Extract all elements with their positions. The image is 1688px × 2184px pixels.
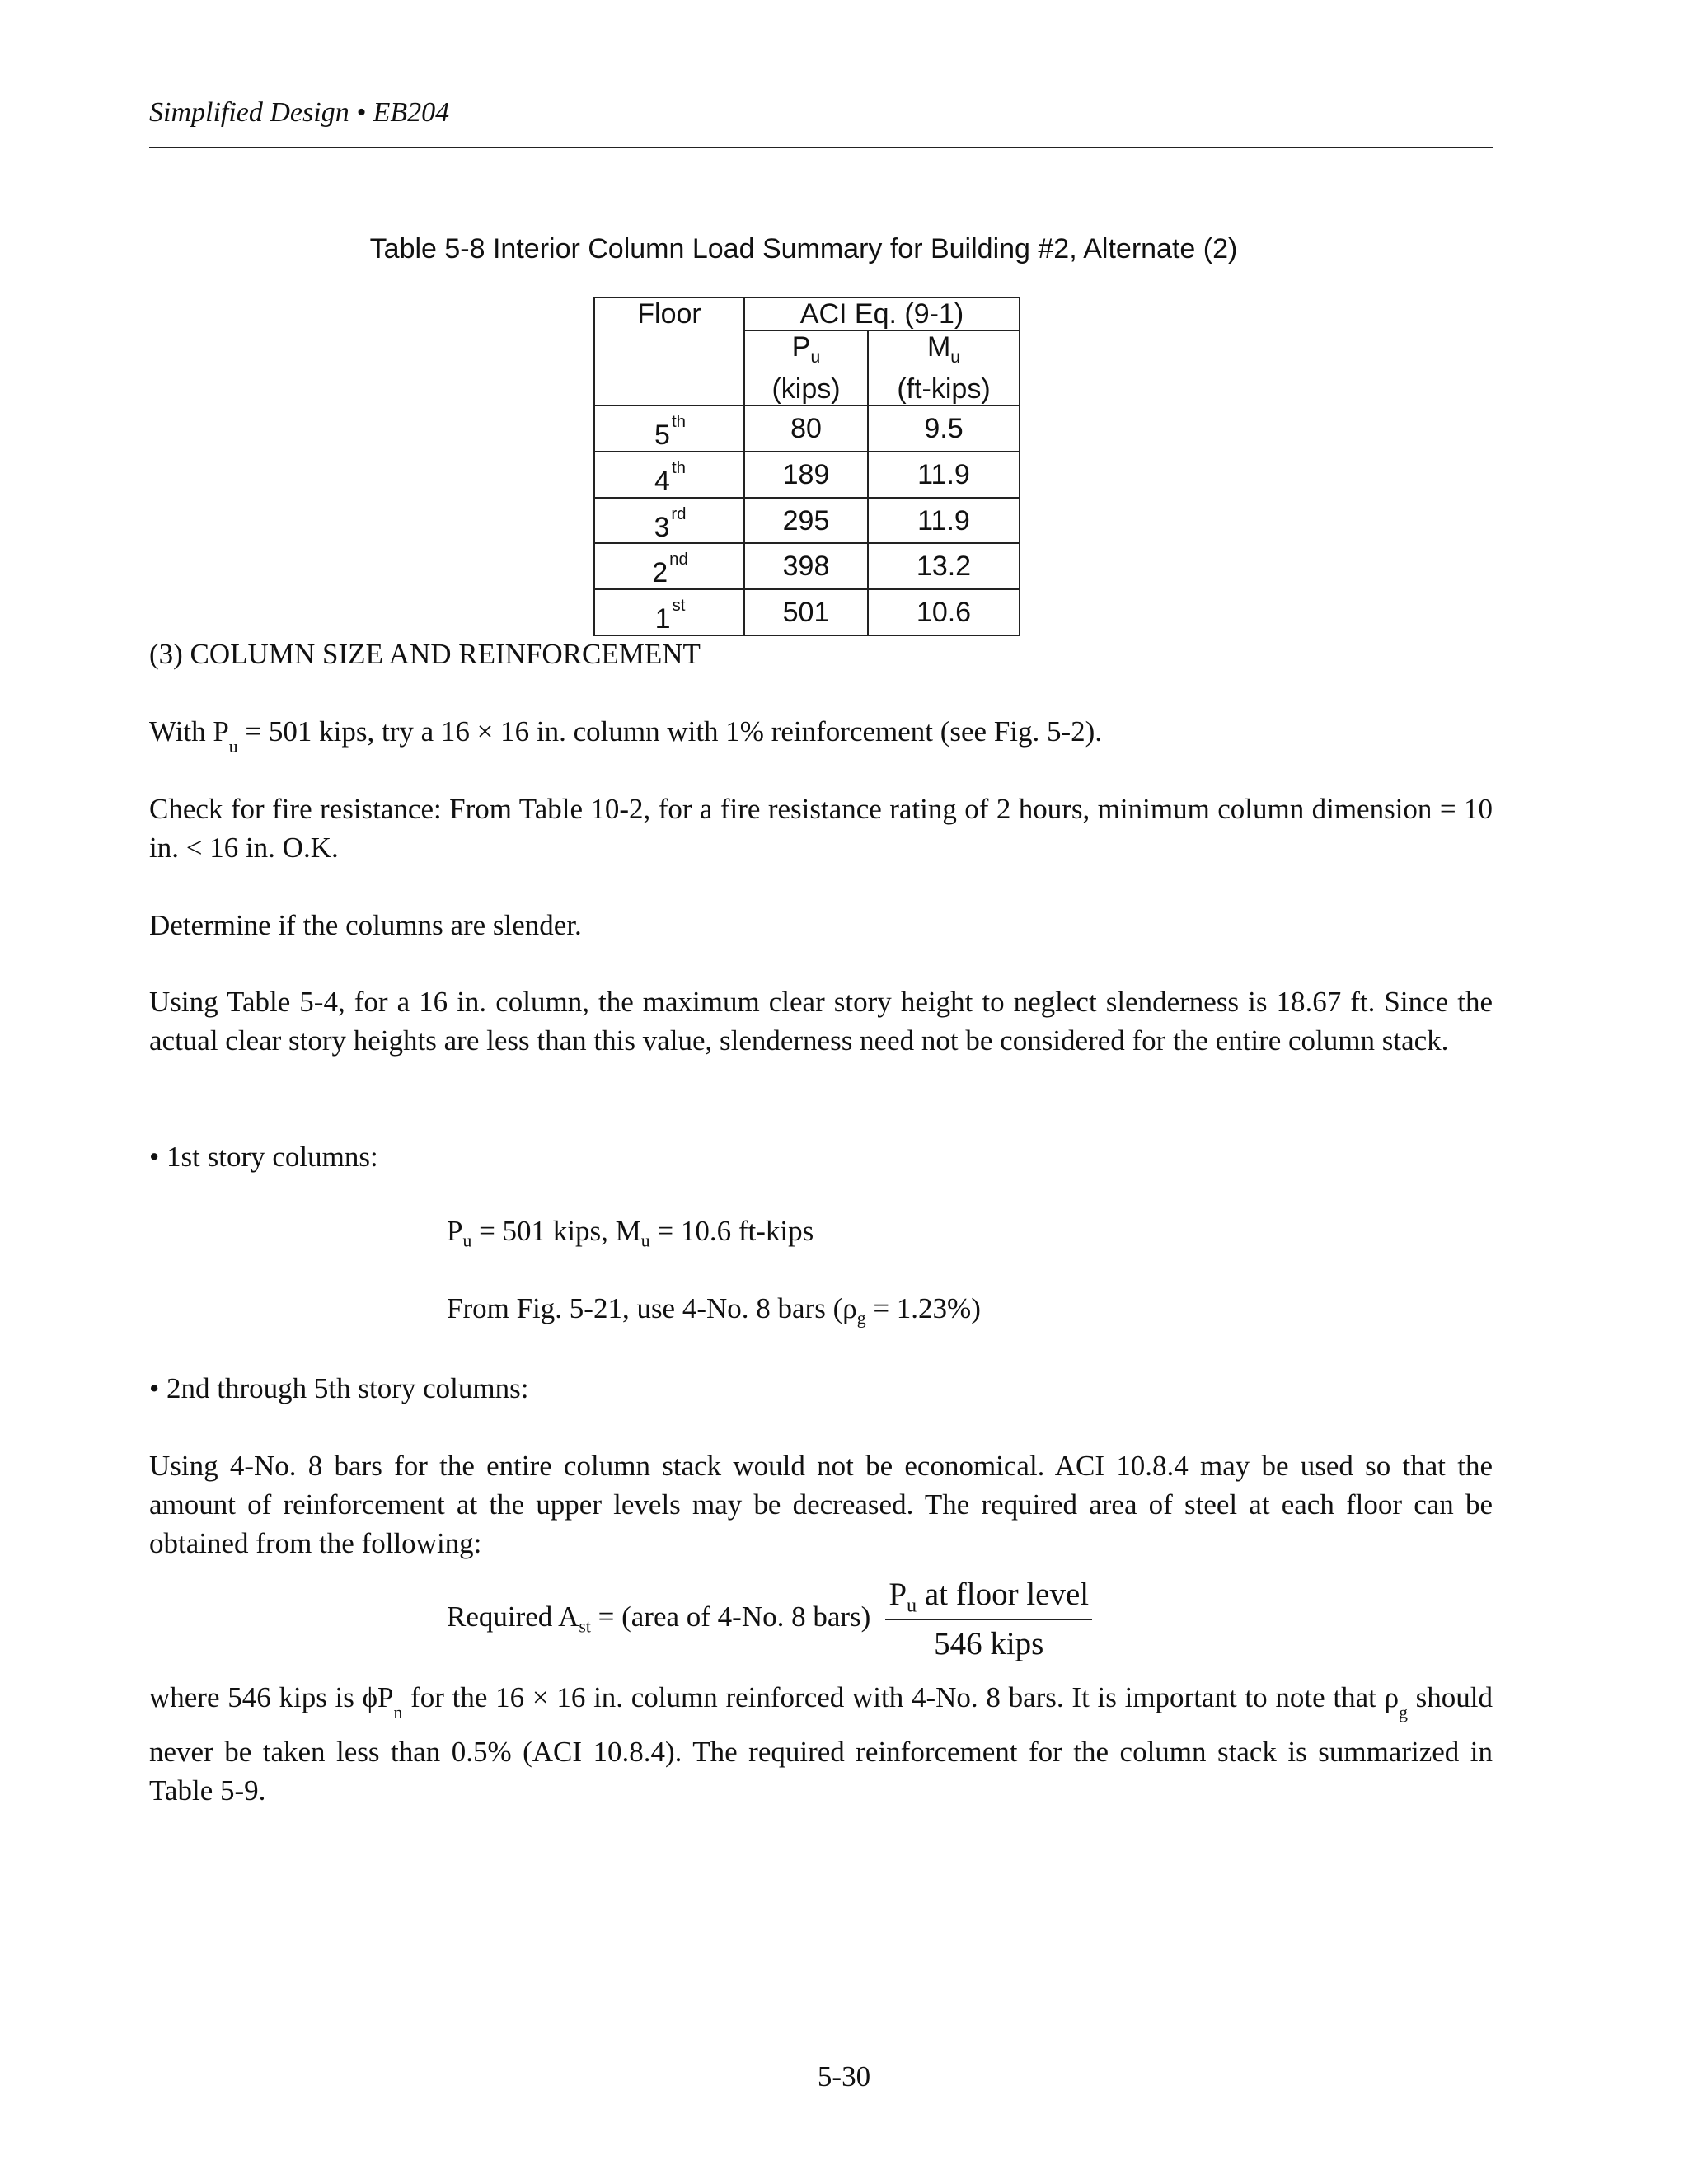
bullet-upper-stories: • 2nd through 5th story columns:	[149, 1372, 529, 1404]
formula-fraction	[885, 1576, 1092, 1662]
pu-cell: 295	[744, 498, 868, 544]
calc-bars: From Fig. 5-21, use 4-No. 8 bars $(\rho_g = 1.23\%)$	[447, 1292, 981, 1329]
formula-numerator: $P_u$ at floor level	[885, 1576, 1092, 1620]
pu-header: $P_u$ (kips)	[744, 330, 868, 405]
formula-denominator: 546 kips	[934, 1626, 1044, 1662]
calc-loads: $P_u = 501$ kips, $M_u = 10.6$ ft-kips	[447, 1215, 814, 1251]
pu-cell: 398	[744, 543, 868, 589]
table-row	[594, 498, 1020, 544]
header-rule	[149, 147, 1493, 148]
aci-eq-header: ACI Eq. (9-1)	[744, 298, 1020, 330]
table-row	[594, 405, 1020, 452]
floor-cell: 4th	[594, 452, 744, 498]
paragraph-slenderness: Using Table 5-4, for a 16 in. column, the maximum clear story height to neglect slenderness is 18.67 ft. Since the actual clear story heights are less than this value, slenderness need not be considered for the entire column stack.	[149, 986, 1493, 1057]
pu-cell: 80	[744, 405, 868, 452]
floor-cell: 5th	[594, 405, 744, 452]
page-number: 5-30	[817, 2060, 871, 2093]
running-header: Simplified Design • EB204	[149, 97, 450, 128]
mu-cell: 10.6	[868, 589, 1020, 635]
table-row	[594, 543, 1020, 589]
table-row	[594, 589, 1020, 635]
floor-cell: 1st	[594, 589, 744, 635]
table-row	[594, 452, 1020, 498]
required-steel-formula	[447, 1576, 1092, 1662]
column-load-table	[593, 297, 1020, 636]
table-caption-text: Table 5-8 Interior Column Load Summary for Building #2, Alternate (2)	[369, 233, 1238, 265]
paragraph-trial-column: With $P_u = 501$ kips, try a 16 × 16 in. column with 1% reinforcement (see Fig. 5-2).	[149, 715, 1103, 757]
floor-header: Floor	[594, 298, 744, 405]
formula-lhs: Required $A_{st}$ = (area of 4-No. 8 bars)	[447, 1601, 871, 1637]
paragraph-min-ratio: where 546 kips is $\phi P_n$ for the 16 × 16 in. column reinforced with 4-No. 8 bars. It is important to note that $\rho_g$ should never be taken less than 0.5% (ACI 10.8.4). The required reinforcement for the column stack is summarized in Table 5-9.	[149, 1681, 1493, 1807]
mu-cell: 9.5	[868, 405, 1020, 452]
paragraph-slender-check: Determine if the columns are slender.	[149, 909, 582, 941]
table-caption	[0, 233, 1688, 265]
paragraph-economy: Using 4-No. 8 bars for the entire column stack would not be economical. ACI 10.8.4 may be used so that the amount of reinforcement at the upper levels may be decreased. The required area of steel at each floor can be obtained from the following:	[149, 1450, 1493, 1559]
table-header-row	[594, 298, 1020, 330]
pu-cell: 501	[744, 589, 868, 635]
floor-cell: 2nd	[594, 543, 744, 589]
mu-cell: 11.9	[868, 452, 1020, 498]
section-heading: (3) COLUMN SIZE AND REINFORCEMENT	[149, 638, 701, 670]
mu-header: $M_u$ (ft-kips)	[868, 330, 1020, 405]
mu-cell: 13.2	[868, 543, 1020, 589]
mu-cell: 11.9	[868, 498, 1020, 544]
paragraph-fire-resistance: Check for fire resistance: From Table 10-2, for a fire resistance rating of 2 hours, minimum column dimension = 10 in. < 16 in. O.K.	[149, 793, 1493, 864]
floor-cell: 3rd	[594, 498, 744, 544]
pu-cell: 189	[744, 452, 868, 498]
bullet-first-story: • 1st story columns:	[149, 1141, 378, 1173]
